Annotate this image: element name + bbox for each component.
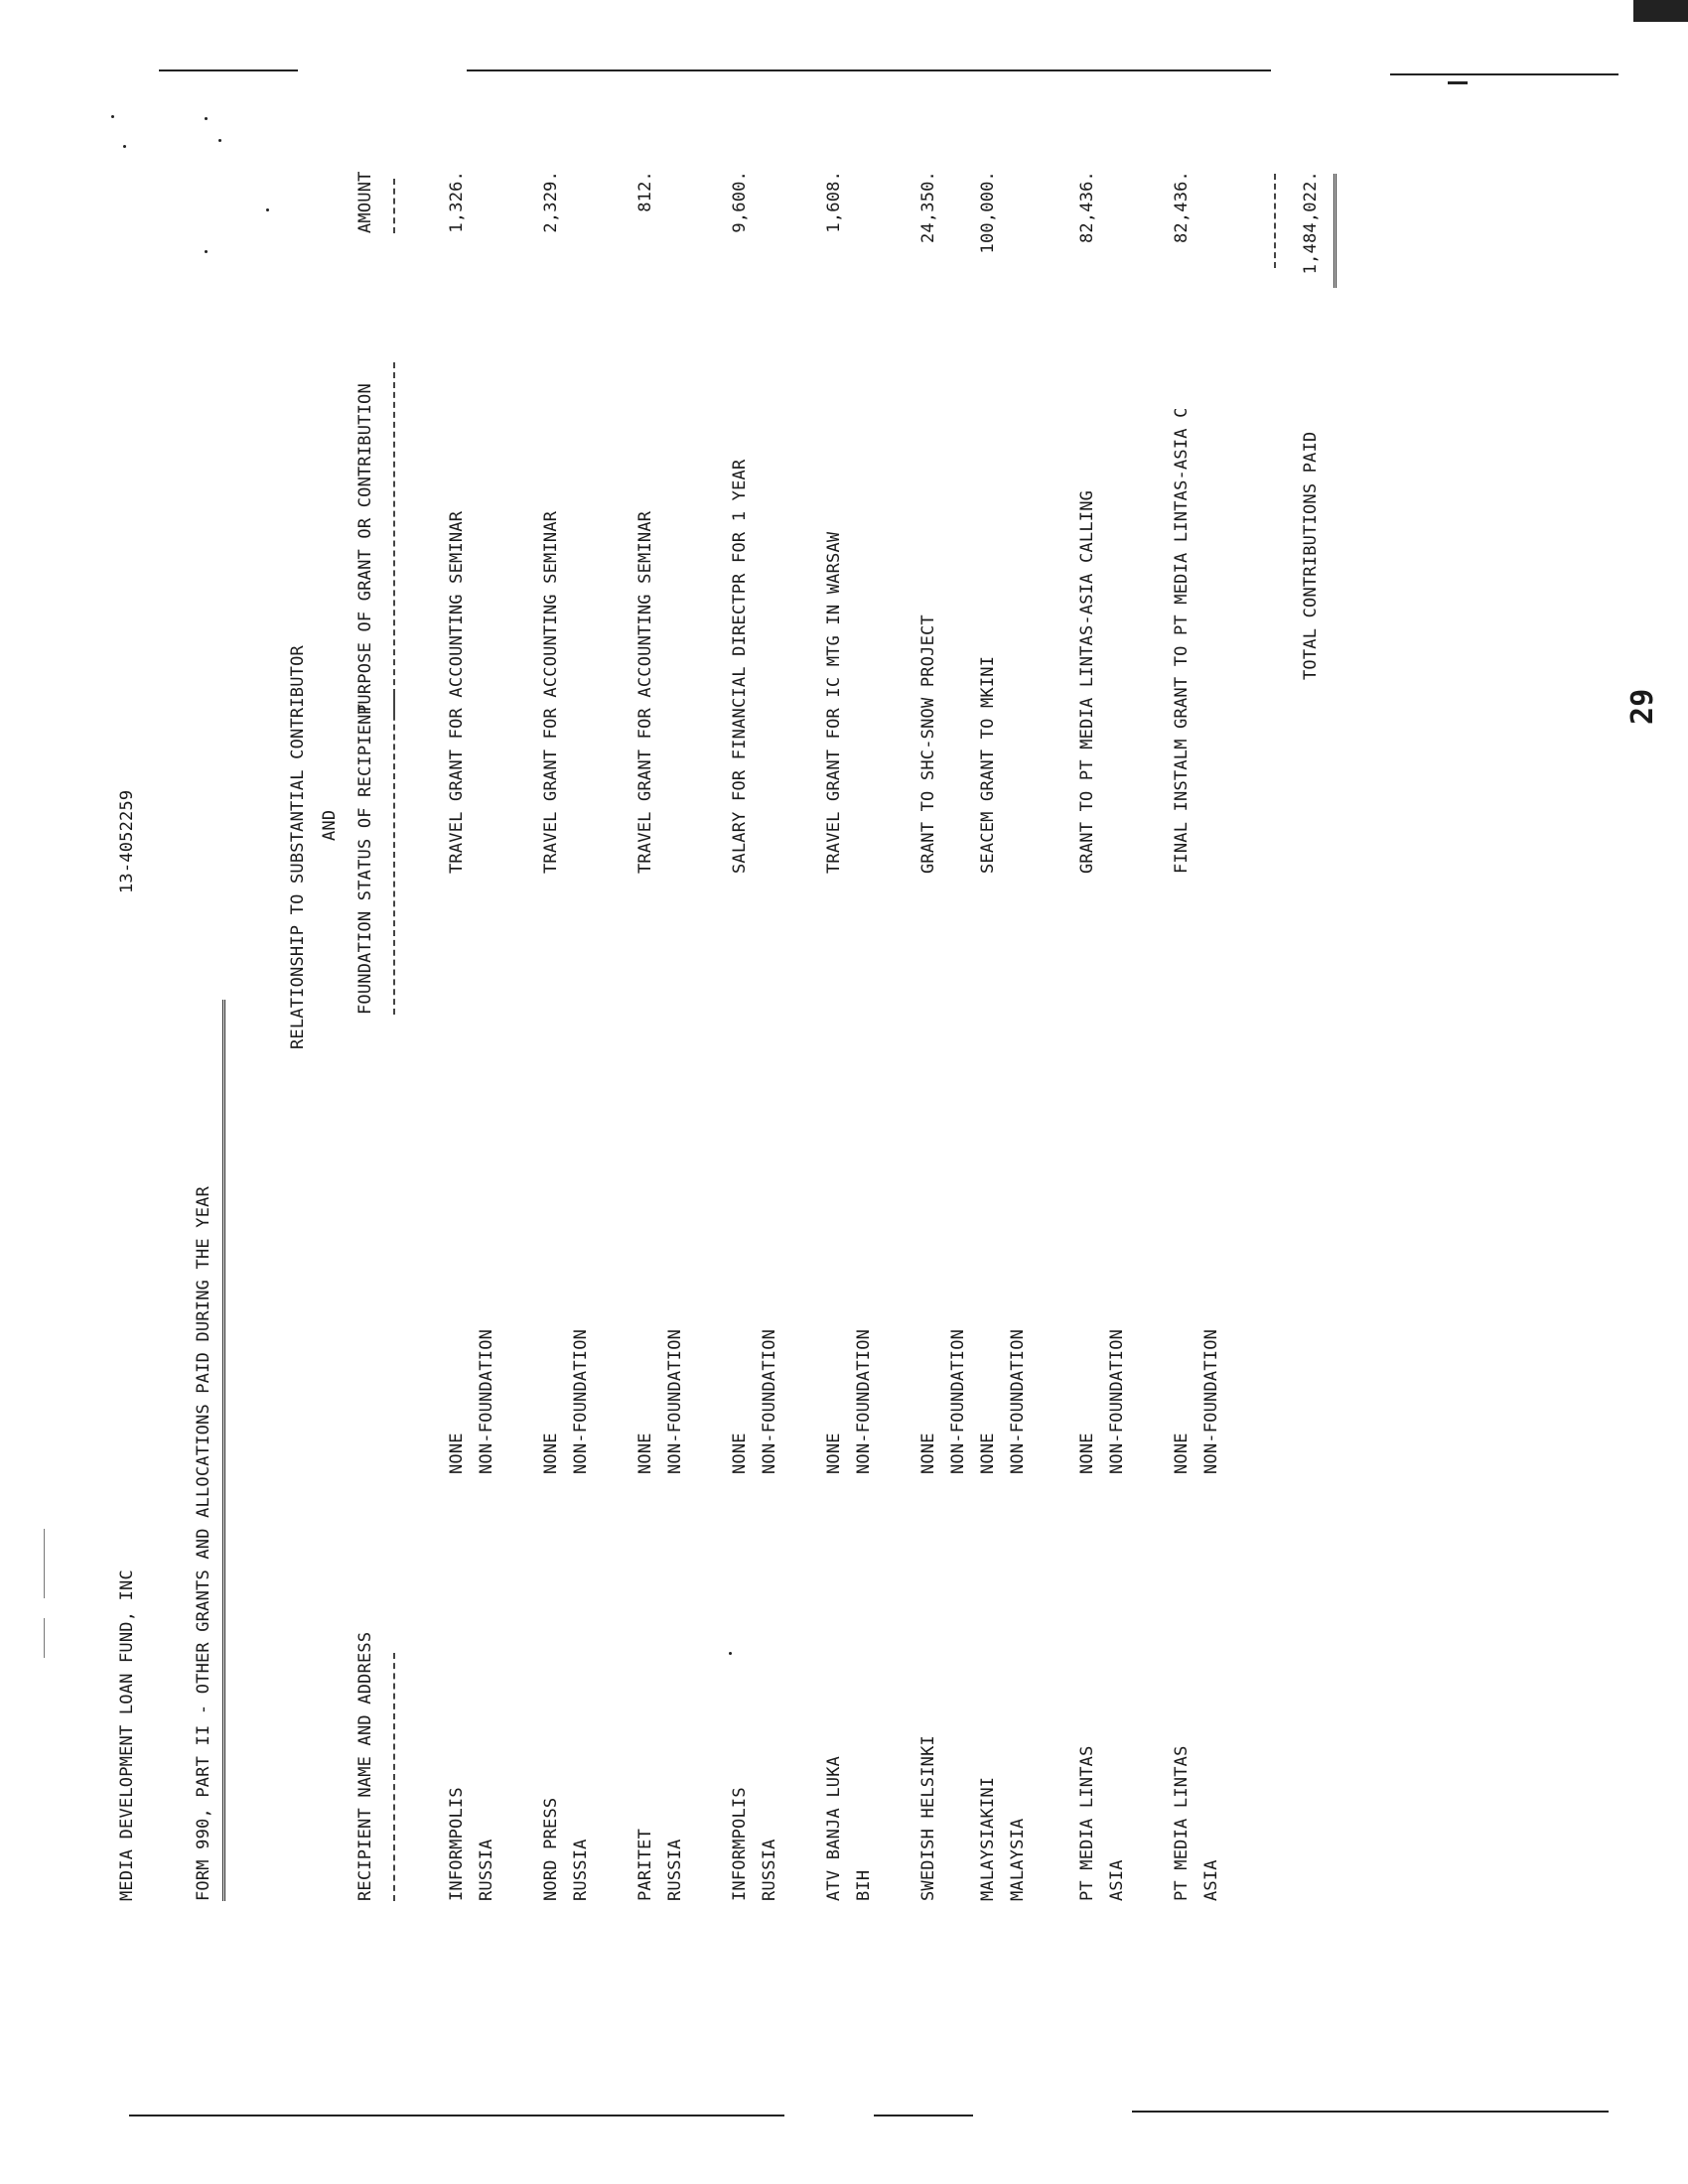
foundation-status: NON-FOUNDATION — [477, 1328, 496, 1474]
col-amount-rule — [393, 179, 395, 233]
recipient-address: RUSSIA — [665, 1839, 685, 1901]
relationship: NONE — [1077, 1433, 1097, 1474]
grant-amount: 82,436. — [1172, 171, 1192, 244]
foundation-status: NON-FOUNDATION — [1107, 1328, 1127, 1474]
recipient-name: ATV BANJA LUKA — [824, 1755, 844, 1901]
form-title: FORM 990, PART II - OTHER GRANTS AND ALLOCATIONS PAID DURING THE YEAR — [194, 1185, 213, 1901]
grant-purpose: FINAL INSTALM GRANT TO PT MEDIA LINTAS-ASIA C — [1172, 407, 1192, 874]
recipient-address: MALAYSIA — [1008, 1818, 1028, 1901]
recipient-name: NORD PRESS — [541, 1797, 561, 1901]
col-recipient-rule — [393, 1653, 395, 1901]
grant-amount: 812. — [635, 171, 655, 212]
recipient-address: RUSSIA — [760, 1839, 779, 1901]
recipient-name: PT MEDIA LINTAS — [1172, 1745, 1192, 1901]
grant-amount: 24,350. — [918, 171, 938, 244]
recipient-name: MALAYSIAKINI — [978, 1776, 998, 1901]
form-title-underline — [222, 1000, 231, 1901]
grant-purpose: TRAVEL GRANT FOR ACCOUNTING SEMINAR — [447, 510, 467, 874]
recipient-address: RUSSIA — [571, 1839, 591, 1901]
total-label: TOTAL CONTRIBUTIONS PAID — [1301, 431, 1321, 680]
grant-amount: 1,608. — [824, 171, 844, 233]
col-purpose-rule — [393, 362, 395, 715]
foundation-status: NON-FOUNDATION — [571, 1328, 591, 1474]
total-amount: 1,484,022. — [1301, 171, 1321, 275]
col-purpose-header: PURPOSE OF GRANT OR CONTRIBUTION — [355, 383, 375, 715]
relationship: NONE — [1172, 1433, 1192, 1474]
grant-purpose: SEACEM GRANT TO MKINI — [978, 655, 998, 874]
relationship: NONE — [978, 1433, 998, 1474]
org-name: MEDIA DEVELOPMENT LOAN FUND, INC — [117, 1570, 137, 1901]
grant-purpose: TRAVEL GRANT FOR ACCOUNTING SEMINAR — [541, 510, 561, 874]
relationship: NONE — [447, 1433, 467, 1474]
grant-amount: 9,600. — [730, 171, 750, 233]
col-recipient-header: RECIPIENT NAME AND ADDRESS — [355, 1631, 375, 1901]
foundation-status: NON-FOUNDATION — [760, 1328, 779, 1474]
grant-purpose: TRAVEL GRANT FOR IC MTG IN WARSAW — [824, 531, 844, 874]
grant-amount: 2,329. — [541, 171, 561, 233]
relationship: NONE — [918, 1433, 938, 1474]
relationship: NONE — [541, 1433, 561, 1474]
recipient-name: SWEDISH HELSINKI — [918, 1735, 938, 1901]
foundation-status: NON-FOUNDATION — [665, 1328, 685, 1474]
col-amount-header: AMOUNT — [355, 171, 375, 233]
ein: 13-4052259 — [117, 789, 137, 893]
col-relationship-line3: FOUNDATION STATUS OF RECIPIENT — [355, 703, 375, 1015]
col-relationship-rule — [393, 695, 395, 1015]
grant-amount: 100,000. — [978, 171, 998, 254]
grant-purpose: GRANT TO SHC-SNOW PROJECT — [918, 614, 938, 874]
col-relationship-line2: AND — [320, 809, 340, 841]
relationship: NONE — [730, 1433, 750, 1474]
foundation-status: NON-FOUNDATION — [948, 1328, 968, 1474]
recipient-name: PARITET — [635, 1828, 655, 1901]
recipient-name: INFORMPOLIS — [730, 1787, 750, 1901]
recipient-address: ASIA — [1201, 1859, 1221, 1901]
grant-purpose: SALARY FOR FINANCIAL DIRECTPR FOR 1 YEAR — [730, 459, 750, 874]
page-number-fragment: 29 — [1625, 688, 1660, 725]
recipient-address: BIH — [854, 1869, 874, 1901]
foundation-status: NON-FOUNDATION — [1008, 1328, 1028, 1474]
recipient-address: ASIA — [1107, 1859, 1127, 1901]
recipient-address: RUSSIA — [477, 1839, 496, 1901]
grant-purpose: GRANT TO PT MEDIA LINTAS-ASIA CALLING — [1077, 489, 1097, 874]
relationship: NONE — [824, 1433, 844, 1474]
col-relationship-line1: RELATIONSHIP TO SUBSTANTIAL CONTRIBUTOR — [288, 645, 308, 1049]
recipient-name: PT MEDIA LINTAS — [1077, 1745, 1097, 1901]
total-rule — [1274, 174, 1276, 268]
grant-amount: 1,326. — [447, 171, 467, 233]
foundation-status: NON-FOUNDATION — [854, 1328, 874, 1474]
recipient-name: INFORMPOLIS — [447, 1787, 467, 1901]
grant-amount: 82,436. — [1077, 171, 1097, 244]
total-double-underline — [1334, 174, 1342, 288]
foundation-status: NON-FOUNDATION — [1201, 1328, 1221, 1474]
relationship: NONE — [635, 1433, 655, 1474]
grant-purpose: TRAVEL GRANT FOR ACCOUNTING SEMINAR — [635, 510, 655, 874]
